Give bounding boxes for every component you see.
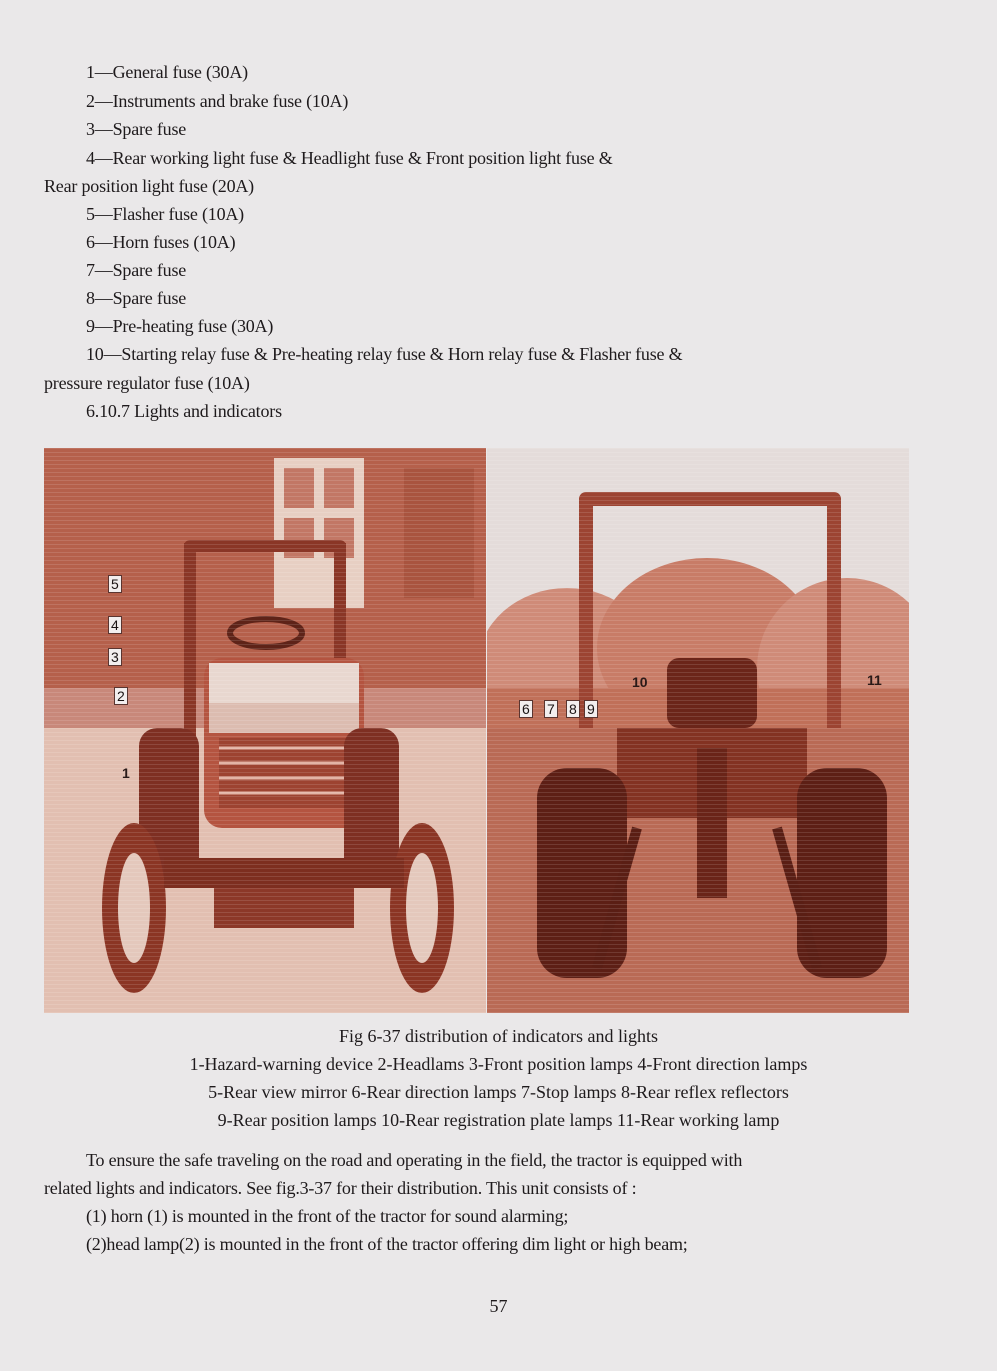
fuse-item-2: 2—Instruments and brake fuse (10A): [86, 91, 349, 111]
fuse-item-1: 1—General fuse (30A): [86, 62, 248, 82]
body-item-headlamp: (2)head lamp(2) is mounted in the front of the tractor offering dim light or high beam;: [86, 1234, 688, 1254]
rear-tractor-photo: [487, 448, 909, 1013]
fuse-item-4: 4—Rear working light fuse & Headlight fuse & Front position light fuse &: [86, 148, 613, 168]
front-tractor-photo: [44, 448, 486, 1013]
fuse-item-4-continued: Rear position light fuse (20A): [44, 176, 254, 196]
fuse-item-9: 9—Pre-heating fuse (30A): [86, 316, 274, 336]
front-callout-4: 4: [108, 616, 122, 634]
rear-callout-8: 8: [566, 700, 580, 718]
rear-callout-11: 11: [867, 672, 882, 688]
fuse-item-5: 5—Flasher fuse (10A): [86, 204, 244, 224]
body-item-horn: (1) horn (1) is mounted in the front of the tractor for sound alarming;: [86, 1206, 569, 1226]
fuse-item-3: 3—Spare fuse: [86, 119, 187, 139]
fuse-item-6: 6—Horn fuses (10A): [86, 232, 236, 252]
figure-legend-line-2: 5-Rear view mirror 6-Rear direction lamps 7-Stop lamps 8-Rear reflex reflectors: [208, 1082, 789, 1102]
fuse-item-10-continued: pressure regulator fuse (10A): [44, 373, 250, 393]
figure-legend-line-3: 9-Rear position lamps 10-Rear registration plate lamps 11-Rear working lamp: [217, 1110, 780, 1130]
rear-callout-9: 9: [584, 700, 598, 718]
fuse-item-8: 8—Spare fuse: [86, 288, 187, 308]
figure-caption-title: Fig 6-37 distribution of indicators and lights: [339, 1026, 658, 1046]
body-paragraph-line-1: To ensure the safe traveling on the road and operating in the field, the tractor is equipped with: [86, 1150, 743, 1170]
body-paragraph-line-2: related lights and indicators. See fig.3-37 for their distribution. This unit consists of :: [44, 1178, 637, 1198]
page-number: 57: [489, 1296, 508, 1316]
fuse-item-7: 7—Spare fuse: [86, 260, 187, 280]
fuse-item-10: 10—Starting relay fuse & Pre-heating relay fuse & Horn relay fuse & Flasher fuse &: [86, 344, 683, 364]
front-callout-3: 3: [108, 648, 122, 666]
rear-callout-10: 10: [632, 674, 648, 690]
rear-callout-6: 6: [519, 700, 533, 718]
section-heading: 6.10.7 Lights and indicators: [86, 401, 282, 421]
front-callout-5: 5: [108, 575, 122, 593]
front-callout-2: 2: [114, 687, 128, 705]
figure-legend-line-1: 1-Hazard-warning device 2-Headlams 3-Front position lamps 4-Front direction lamps: [189, 1054, 808, 1074]
front-callout-1: 1: [122, 765, 130, 781]
rear-callout-7: 7: [544, 700, 558, 718]
